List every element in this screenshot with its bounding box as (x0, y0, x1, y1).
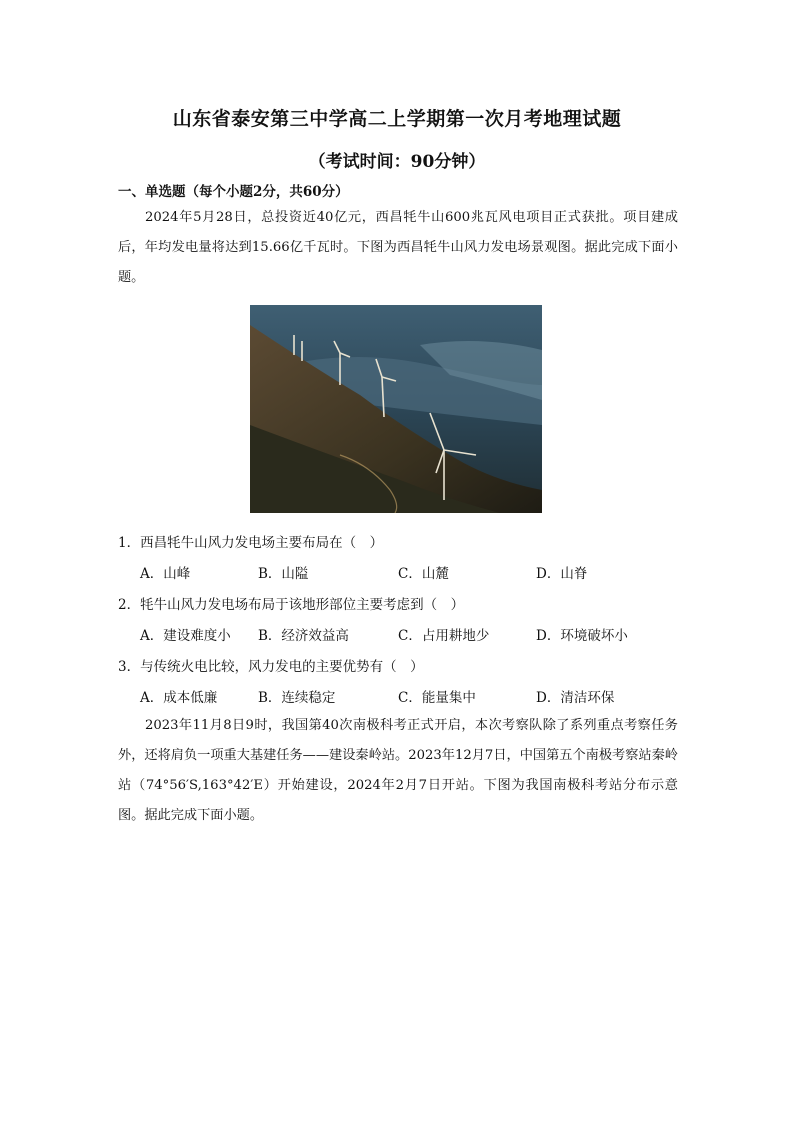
option-b[interactable]: B．连续稳定 (258, 690, 336, 706)
section-heading: 一、单选题（每个小题2分，共60分） (118, 184, 349, 200)
option-c[interactable]: C．占用耕地少 (398, 628, 490, 644)
option-a[interactable]: A．建设难度小 (140, 628, 231, 644)
option-c[interactable]: C．能量集中 (398, 690, 476, 706)
option-d[interactable]: D．环境破坏小 (536, 628, 628, 644)
exam-duration: （考试时间：90分钟） (308, 152, 486, 172)
option-a[interactable]: A．山峰 (140, 566, 191, 582)
option-b[interactable]: B．经济效益高 (258, 628, 349, 644)
option-a[interactable]: A．成本低廉 (140, 690, 218, 706)
wind-turbine-photo (250, 305, 542, 513)
option-b[interactable]: B．山隘 (258, 566, 309, 582)
passage-wind-farm: 2024年5月28日，总投资近40亿元，西昌牦牛山600兆瓦风电项目正式获批。项目建成后，年均发电量将达到15.66亿千瓦时。下图为西昌牦牛山风力发电场景观图。据此完成下面小题。 (118, 210, 678, 285)
question-2: 2．牦牛山风力发电场布局于该地形部位主要考虑到（ ） (118, 597, 465, 613)
option-d[interactable]: D．山脊 (536, 566, 588, 582)
option-d[interactable]: D．清洁环保 (536, 690, 615, 706)
question-1: 1．西昌牦牛山风力发电场主要布局在（ ） (118, 535, 384, 551)
passage-antarctic-station: 2023年11月8日9时，我国第40次南极科考正式开启，本次考察队除了系列重点考察任务外，还将肩负一项重大基建任务——建设秦岭站。2023年12月7日，中国第五个南极考察站秦岭站（74°56′S,163°42′E）开始建设，2024年2月7日开站。下图为我国南极科考站分布示意图。据此完成下面小题。 (118, 718, 678, 823)
option-c[interactable]: C．山麓 (398, 566, 449, 582)
page-title: 山东省泰安第三中学高二上学期第一次月考地理试题 (172, 108, 622, 130)
question-3: 3．与传统火电比较，风力发电的主要优势有（ ） (118, 659, 424, 675)
